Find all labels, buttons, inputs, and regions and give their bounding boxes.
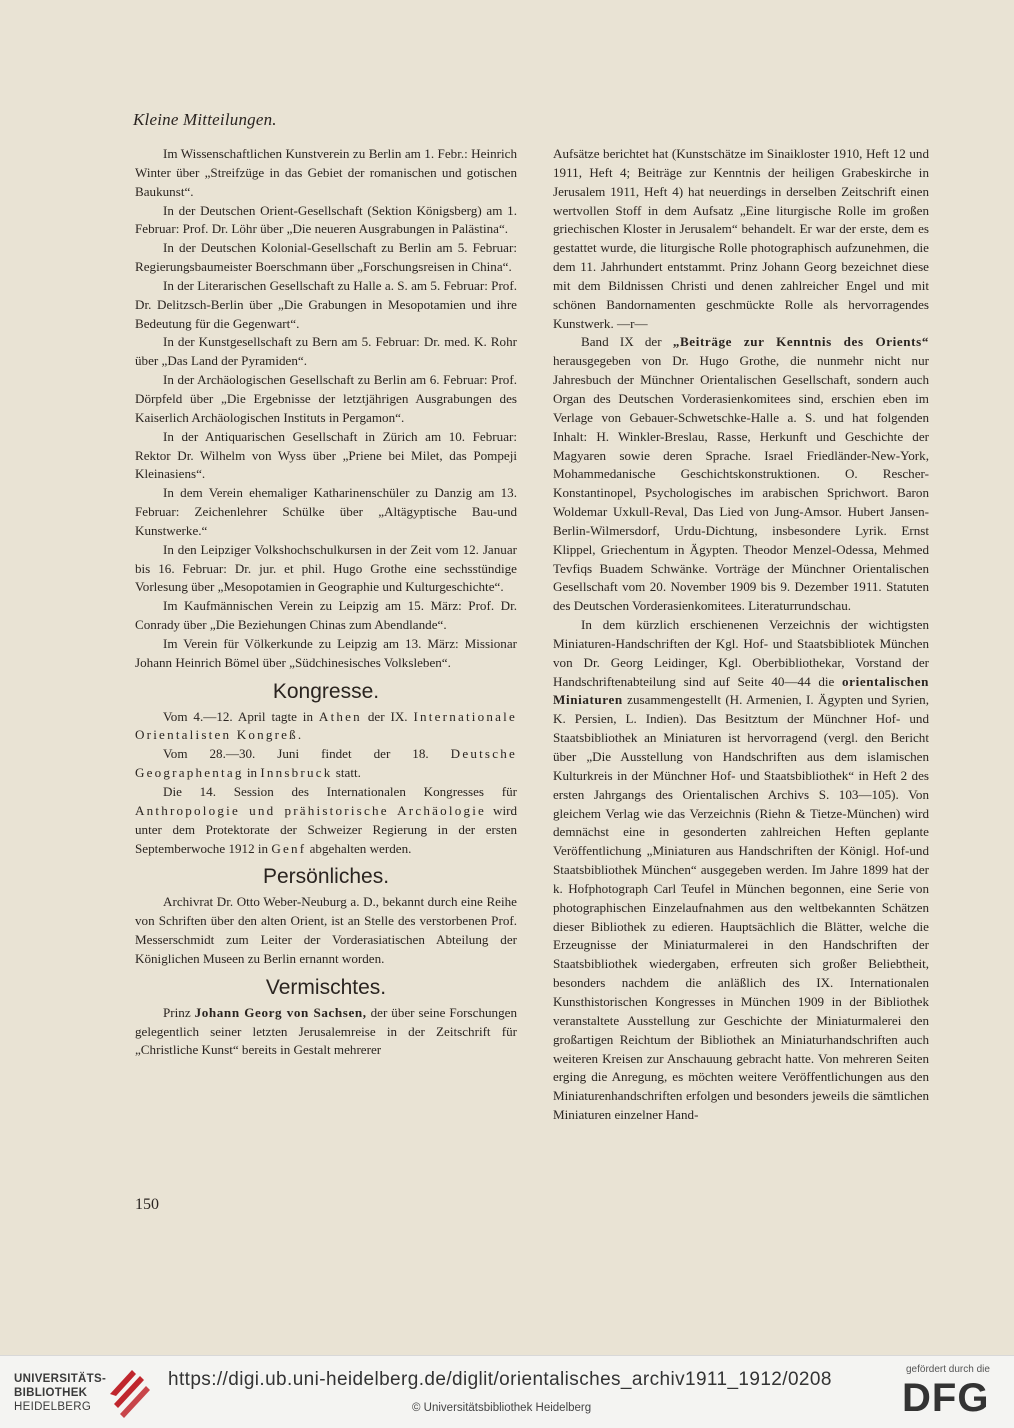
paragraph: Im Verein für Völkerkunde zu Leipzig am 13. März: Missionar Johann Heinrich Bömel über „Südchinesisches Volksleben“. bbox=[135, 635, 517, 670]
left-column bbox=[135, 145, 517, 1060]
section-heading-kongresse: Kongresse. bbox=[272, 679, 380, 703]
paragraph: Band IX der „Beiträge zur Kenntnis des Orients“ herausgegeben von Dr. Hugo Grothe, die nunmehr nicht nur Jahresbuch der Münchner Orientalischen Gesellschaft, sondern auch Organ des Deutschen Vorderasienkomitees sind, erschien eben im Verlage von Gebauer-Schwetschke-Halle a. S. und hat folgenden Inhalt: H. Winkler-Breslau, Rasse, Herkunft und Geschichte der Magyaren sowie deren Sprache. Israel Friedländer-New-York, Mohammedanische Geschichtskonstruktionen. O. Rescher-Konstantinopel, Psychologisches im arabischen Sprichwort. Baron Woldemar Uxkull-Reval, Das Lied von Jung-Amsor. Hubert Jansen-Berlin-Wilmersdorf, Urdu-Dichtung, insbesondere Lyrik. Ernst Klippel, Griechentum in Ägypten. Theodor Menzel-Odessa, Mehmed Tevfiqs Buadem Schwänke. Vorträge der Münchner Orientalischen Gesellschaft vom 20. November 1909 bis 9. Dezember 1911. Statuten des Deutschen Vorderasienkomitees. Literaturrundschau. bbox=[553, 334, 929, 614]
library-logo-text[interactable]: UNIVERSITÄTS- BIBLIOTHEK HEIDELBERG bbox=[14, 1373, 107, 1413]
paragraph: Vom 4.—12. April tagte in Athen der IX. Internationale Orientalisten Kongreß. bbox=[135, 708, 517, 743]
paragraph: Die 14. Session des Internationalen Kongresses für Anthropologie und prähistorische Archäologie wird unter dem Protektorate der Schweizer Regierung in der ersten Septemberwoche 1912 in Genf abgehalten werden. bbox=[135, 784, 517, 856]
right-column bbox=[553, 145, 929, 1125]
page-number: 150 bbox=[135, 1196, 159, 1213]
funding-note: gefördert durch die bbox=[906, 1364, 990, 1375]
paragraph: Vom 28.—30. Juni findet der 18. Deutsche Geographentag in Innsbruck statt. bbox=[135, 746, 517, 781]
paragraph: In der Deutschen Kolonial-Gesellschaft zu Berlin am 5. Februar: Regierungsbaumeister Boerschmann über „Forschungsreisen in China“. bbox=[135, 240, 517, 275]
paragraph: In der Deutschen Orient-Gesellschaft (Sektion Königsberg) am 1. Februar: Prof. Dr. Löhr über „Die neueren Ausgrabungen in Palästina“. bbox=[135, 202, 517, 237]
paragraph: In der Archäologischen Gesellschaft zu Berlin am 6. Februar: Prof. Dörpfeld über „Die Ergebnisse der letztjährigen Ausgrabungen des Kaiserlich Archäologischen Instituts in Pergamon“. bbox=[135, 372, 517, 425]
paragraph: Prinz Johann Georg von Sachsen, der über seine Forschungen gelegentlich seiner letzten Jerusalemreise in der Zeitschrift für „Christliche Kunst“ bereits in Gestalt mehrerer bbox=[135, 1004, 517, 1058]
paragraph: In der Literarischen Gesellschaft zu Halle a. S. am 5. Februar: Prof. Dr. Delitzsch-Berlin über „Die Grabungen in Mesopotamien und ihre Bedeutung für die Gegenwart“. bbox=[135, 277, 517, 331]
dfg-logo[interactable]: DFG bbox=[902, 1376, 990, 1420]
paragraph: In der Kunstgesellschaft zu Bern am 5. Februar: Dr. med. K. Rohr über „Das Land der Pyramiden“. bbox=[135, 334, 517, 369]
copyright-notice: © Universitätsbibliothek Heidelberg bbox=[412, 1402, 592, 1414]
section-heading-persoenliches: Persönliches. bbox=[262, 865, 390, 889]
running-title: Kleine Mitteilungen. bbox=[133, 110, 277, 129]
ub-heidelberg-logo-icon[interactable] bbox=[106, 1364, 154, 1420]
paragraph: In der Antiquarischen Gesellschaft in Zürich am 10. Februar: Rektor Dr. Wilhelm von Wyss über „Priene bei Milet, das Pompeji Kleinasiens“. bbox=[135, 428, 517, 482]
permalink-url[interactable]: https://digi.ub.uni-heidelberg.de/diglit/orientalisches_archiv1911_1912/0208 bbox=[168, 1369, 832, 1390]
paragraph: Archivrat Dr. Otto Weber-Neuburg a. D., bekannt durch eine Reihe von Schriften über den alten Orient, ist an Stelle des verstorbenen Prof. Messerschmidt zum Leiter der Vorderasiatischen Abteilung der Königlichen Museen zu Berlin ernannt worden. bbox=[135, 894, 517, 966]
paragraph: Aufsätze berichtet hat (Kunstschätze im Sinaikloster 1910, Heft 12 und 1911, Heft 4; Beiträge zur Kenntnis der heiligen Grabeskirche in Jerusalem 1911, Heft 4) hat neuerdings in derselben Zeitschrift einen wertvollen Stoff in dem Aufsatz „Eine liturgische Rolle im großen griechischen Kloster in Jerusalem“ behandelt. Er war der erste, dem es gestattet wurde, die liturgische Rolle photographisch aufzunehmen, die dem 11. Jahrhundert entstammt. Prinz Johann Georg bezeichnet diese mit dem Bildnissen Christi und denen zahlreicher Engel und mit schönen Bandornamenten geschmückte Rolle als hervorragendes Kunstwerk. —r— bbox=[553, 146, 929, 331]
section-heading-vermischtes: Vermischtes. bbox=[265, 975, 387, 999]
paragraph: Im Wissenschaftlichen Kunstverein zu Berlin am 1. Febr.: Heinrich Winter über „Streifzüge in das Gebiet der romanischen und gotischen Baukunst“. bbox=[135, 146, 517, 199]
paragraph: Im Kaufmännischen Verein zu Leipzig am 15. März: Prof. Dr. Conrady über „Die Beziehungen Chinas zum Abendlande“. bbox=[135, 598, 517, 633]
paragraph: In dem Verein ehemaliger Katharinenschüler zu Danzig am 13. Februar: Zeichenlehrer Schülke über „Altägyptische Bau-und Kunstwerke.“ bbox=[135, 485, 517, 538]
viewer-footer bbox=[0, 1355, 1014, 1428]
paragraph: In dem kürzlich erschienenen Verzeichnis der wichtigsten Miniaturen-Handschriften der Kgl. Hof- und Staatsbibliotek München von Dr. Georg Leidinger, Kgl. Oberbibliothekar, Vorstand der Handschriftenabteilung sind auf Seite 40—44 die orientalischen Miniaturen zusammengestellt (H. Armenien, I. Ägypten und Syrien, K. Persien, L. Indien). Das Besitztum der Münchner Hof- und Staatsbibliothek an Miniaturen ist hervorragend (vergl. den Bericht über „Die Ausstellung von Handschriften aus dem islamischen Kulturkreis in der Münchner Hof- und Staatsbibliothek“ in Heft 2 des ersten Jahrgangs des Orientalischen Archivs S. 103—105). Von gleichem Verlag wie das Verzeichnis (Riehn & Tietze-München) wird demnächst eine in gesonderten zahlreichen Heften geplante Veröffentlichung „Miniaturen aus Handschriften der Königl. Hof-und Staatsbibliothek München“ ausgegeben werden. Im Jahre 1899 hat der k. Hofphotograph Carl Teufel in München begonnen, eine Serie von photographischen Einzelaufnahmen aus den weltbekannten Schätzen dieser Bibliothek zu edieren. Hauptsächlich die Blätter, welche die Erzeugnisse der Miniaturmalerei in den Handschriften der Staatsbibliothek wiedergaben, erfreuten sich großer Beliebtheit, besonders nachdem die anläßlich des IX. Internationalen Kunsthistorischen Kongresses in München 1909 in der Bibliothek veranstaltete Ausstellung zur Geschichte der Miniaturmalerei den großartigen Reichtum der Bibliothek an Miniaturhandschriften auch weiteren Kreisen zur Anschauung gebracht hatte. Von mehreren Seiten erging die Anregung, es möchten weitere Veröffentlichungen aus den Miniaturenhandschriften erfolgen und besonders jeweils die sämtlichen Miniaturen einzelner Hand- bbox=[553, 617, 929, 1123]
paragraph: In den Leipziger Volkshochschulkursen in der Zeit vom 12. Januar bis 16. Februar: Dr. jur. et phil. Hugo Grothe eine sechsstündige Vorlesung über „Mesopotamien in Geographie und Kulturgeschichte“. bbox=[135, 541, 517, 595]
